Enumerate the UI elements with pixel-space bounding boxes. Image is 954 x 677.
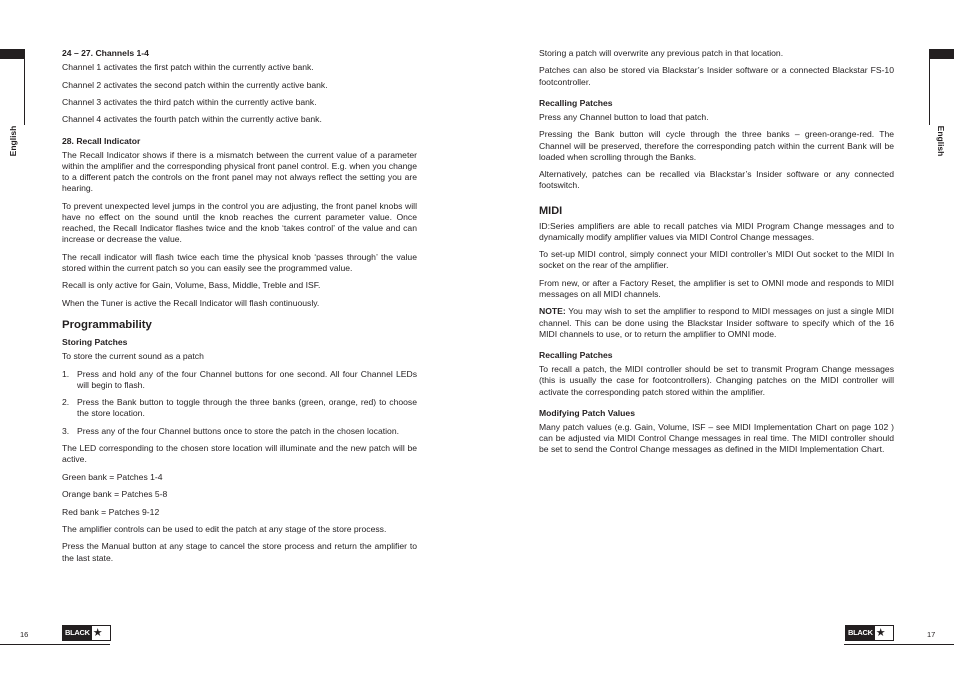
- channel-line: Channel 1 activates the first patch within the currently active bank.: [62, 62, 314, 73]
- storing-steps-list: [62, 369, 417, 437]
- storing-intro: To store the current sound as a patch: [62, 351, 204, 362]
- list-item: [62, 397, 417, 419]
- modifying-patch-values-heading: Modifying Patch Values: [539, 407, 635, 418]
- modifying-paragraph: Many patch values (e.g. Gain, Volume, ISF – see MIDI Implementation Chart on page 102 ) can be adjusted via MIDI Control Change messages in real time. The MIDI controller should be set to send the Control Change messages as defined in the MIDI Implementation Chart.: [539, 422, 894, 455]
- logo-wordmark: BLACK: [846, 626, 875, 640]
- star-icon: ★: [92, 627, 103, 639]
- step-text: Press the Bank button to toggle through the three banks (green, orange, red) to choose the store location.: [77, 397, 417, 419]
- manual-paragraph: Press the Manual button at any stage to cancel the store process and return the amplifier to the last state.: [62, 541, 417, 563]
- star-icon: ★: [875, 627, 886, 639]
- recall-paragraph: When the Tuner is active the Recall Indicator will flash continuously.: [62, 297, 320, 308]
- midi-paragraph: To set-up MIDI control, simply connect your MIDI controller’s MIDI Out socket to the MIDI In socket on the rear of the amplifier.: [539, 249, 894, 271]
- bank-line: Red bank = Patches 9-12: [62, 506, 160, 517]
- recall-paragraph: Recall is only active for Gain, Volume, Bass, Middle, Treble and ISF.: [62, 280, 321, 291]
- recall-paragraph: To prevent unexpected level jumps in the control you are adjusting, the front panel knobs will have no effect on the sound until the knob reaches the current parameter value. Once reached, the Recall Indicator flashes twice and the knob ‘takes control’ of the value and can increase or decrease the value.: [62, 200, 417, 245]
- channels-heading: 24 – 27. Channels 1-4: [62, 48, 149, 58]
- channel-line: Channel 3 activates the third patch within the currently active bank.: [62, 96, 317, 107]
- tab-bar: [0, 49, 25, 59]
- side-tab-right: [929, 49, 954, 157]
- midi-recalling-heading: Recalling Patches: [539, 349, 613, 360]
- left-page-column: [62, 48, 417, 570]
- recall-indicator-heading: 28. Recall Indicator: [62, 135, 141, 146]
- note-text: You may wish to set the amplifier to respond to MIDI messages on just a single MIDI channel. This can be done using the Blackstar Insider software to specify which of the 16 MIDI channels to use, or to return the amplifier to OMNI mode.: [539, 306, 894, 339]
- step-text: Press and hold any of the four Channel buttons for one second. All four Channel LEDs will begin to flash.: [77, 368, 417, 390]
- page-number-right: 17: [927, 630, 936, 639]
- step-number: 3.: [62, 425, 70, 436]
- tab-line: [24, 59, 25, 125]
- bank-line: Orange bank = Patches 5-8: [62, 489, 168, 500]
- step-number: 2.: [62, 397, 70, 408]
- recall-paragraph: The Recall Indicator shows if there is a mismatch between the current value of a parameter within the amplifier and the corresponding physical front panel control. E.g. when you change to a different patch the controls on the front panel may not always reflect the setting you are hearing.: [62, 149, 417, 194]
- note-label: NOTE:: [539, 306, 566, 317]
- amp-controls-paragraph: The amplifier controls can be used to edit the patch at any stage of the store process.: [62, 523, 387, 534]
- page-number-left: 16: [20, 630, 29, 639]
- midi-recalling-paragraph: To recall a patch, the MIDI controller should be set to transmit Program Change messages (this is usually the case for footcontrollers). Changing patches on the MIDI controller will activate the corresponding patch stored within the amplifier.: [539, 364, 894, 397]
- insider-paragraph: Patches can also be stored via Blackstar’s Insider software or a connected Blackstar FS-10 footcontroller.: [539, 65, 894, 87]
- channel-line: Channel 2 activates the second patch within the currently active bank.: [62, 79, 328, 90]
- tab-bar: [929, 49, 954, 59]
- programmability-heading: Programmability: [62, 318, 152, 331]
- tab-line: [929, 59, 930, 125]
- midi-heading: MIDI: [539, 204, 563, 217]
- overwrite-paragraph: Storing a patch will overwrite any previous patch in that location.: [539, 48, 784, 58]
- note-paragraph: [539, 306, 894, 340]
- right-page-column: [539, 48, 894, 462]
- midi-paragraph: ID:Series amplifiers are able to recall patches via MIDI Program Change messages and to dynamically modify amplifier values via MIDI Control Change messages.: [539, 220, 894, 242]
- blackstar-logo-right: [845, 625, 894, 641]
- recalling-paragraph: Press any Channel button to load that patch.: [539, 112, 709, 122]
- midi-paragraph: From new, or after a Factory Reset, the amplifier is set to OMNI mode and responds to MIDI messages on all MIDI channels.: [539, 277, 894, 299]
- recalling-patches-heading: Recalling Patches: [539, 97, 613, 108]
- side-tab-left: [0, 49, 25, 157]
- logo-wordmark: BLACK: [63, 626, 92, 640]
- footer-rule-right: [844, 644, 954, 645]
- channel-line: Channel 4 activates the fourth patch within the currently active bank.: [62, 114, 322, 125]
- side-tab-label-right: English: [936, 125, 946, 157]
- recall-paragraph: The recall indicator will flash twice each time the physical knob ‘passes through’ the value stored within the current patch so you can easily see the programmed value.: [62, 251, 417, 273]
- blackstar-logo-left: [62, 625, 111, 641]
- led-paragraph: The LED corresponding to the chosen store location will illuminate and the new patch will be active.: [62, 443, 417, 465]
- side-tab-label-left: English: [8, 125, 18, 157]
- recalling-paragraph: Alternatively, patches can be recalled via Blackstar’s Insider software or any connected footswitch.: [539, 169, 894, 191]
- step-text: Press any of the four Channel buttons once to store the patch in the chosen location.: [77, 425, 399, 436]
- recalling-paragraph: Pressing the Bank button will cycle through the three banks – green-orange-red. The Channel will be preserved, therefore the corresponding patch within the current Bank will be loaded when scrolling through the Banks.: [539, 129, 894, 162]
- storing-patches-heading: Storing Patches: [62, 336, 128, 347]
- list-item: [62, 426, 417, 437]
- footer-rule-left: [0, 644, 110, 645]
- list-item: [62, 369, 417, 391]
- bank-line: Green bank = Patches 1-4: [62, 471, 163, 482]
- step-number: 1.: [62, 368, 70, 379]
